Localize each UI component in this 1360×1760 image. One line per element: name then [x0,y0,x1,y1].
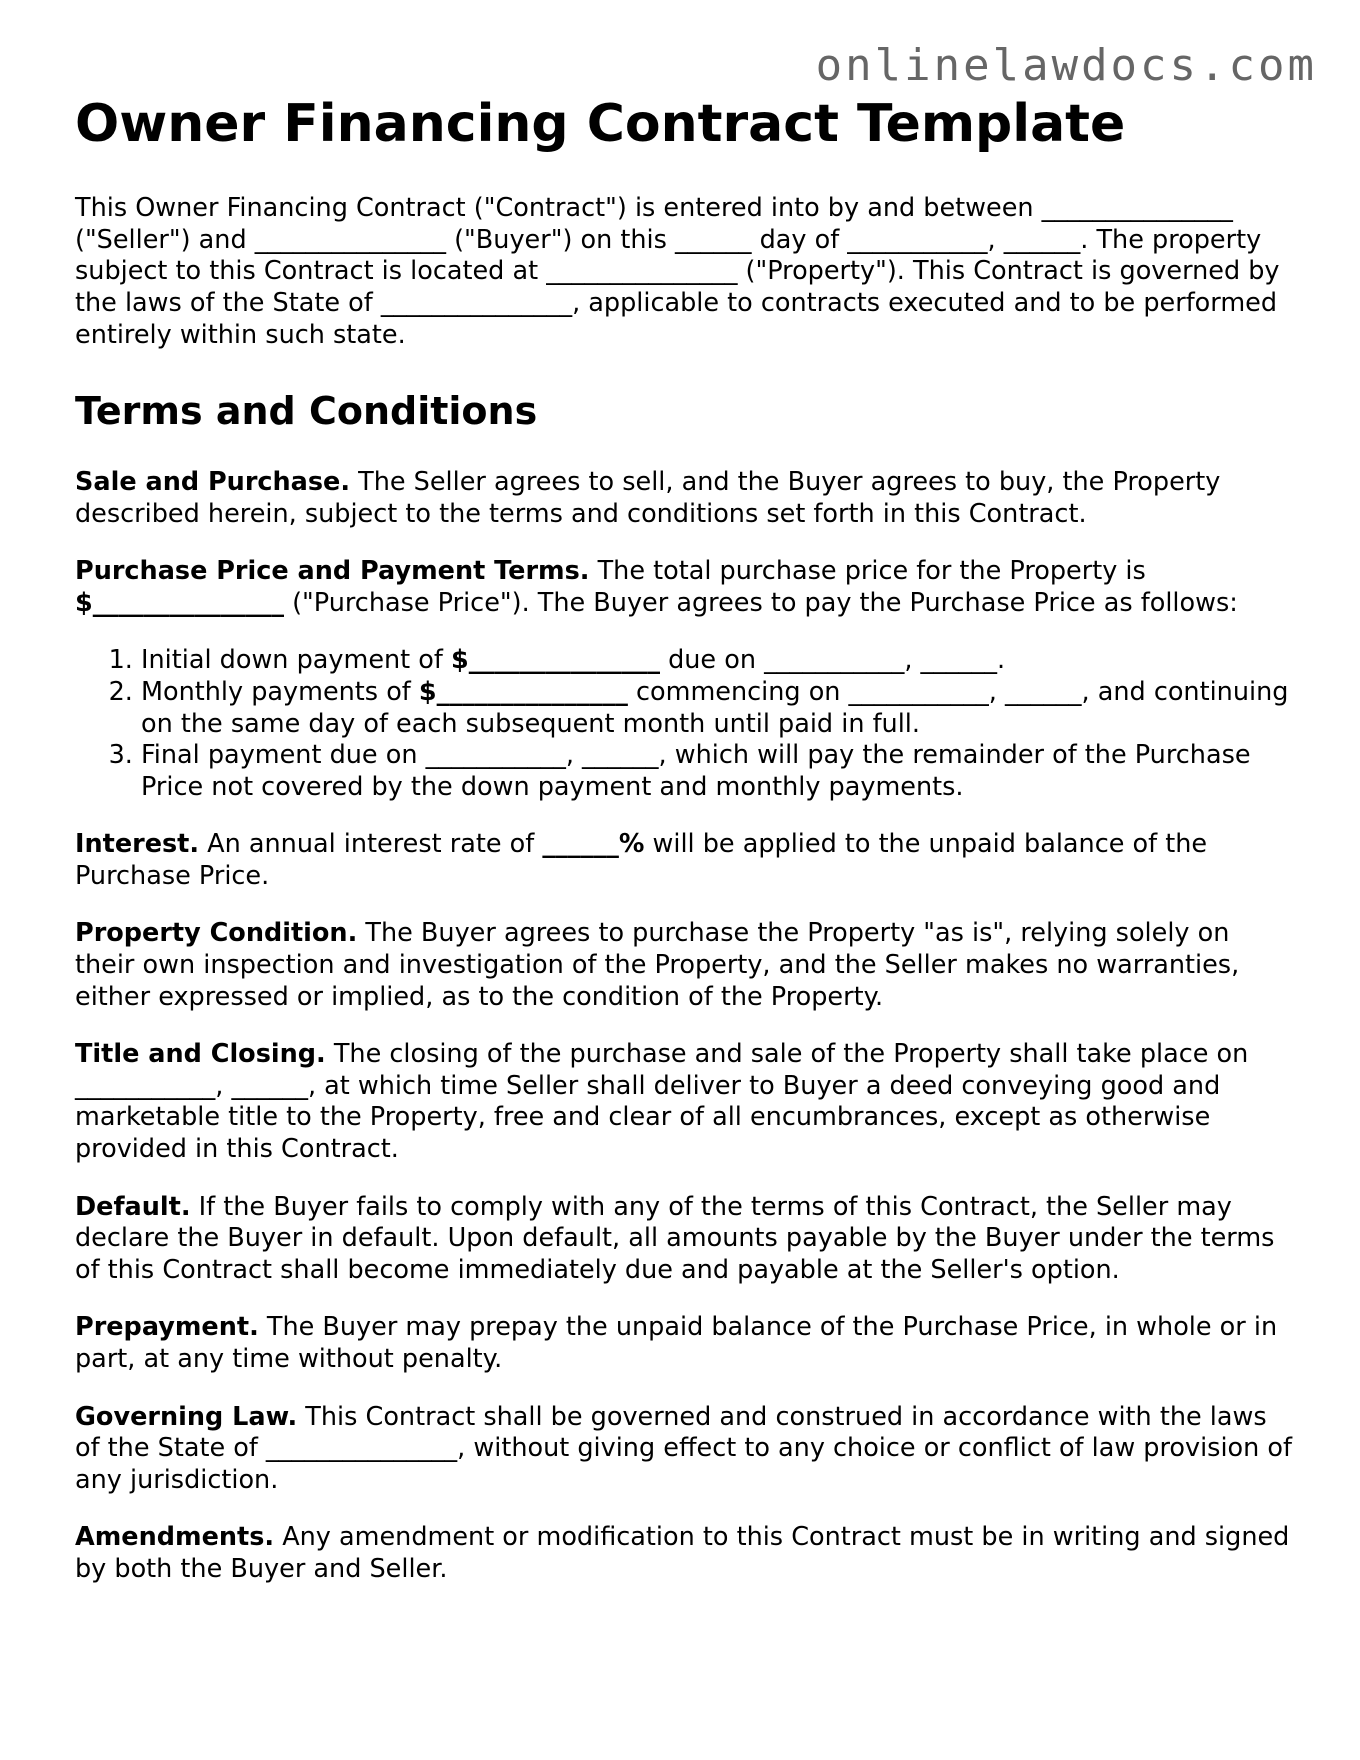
property-condition-text: The Buyer agrees to purchase the Property "as is", relying solely on their own inspection and investigation of the Property, and the Seller makes no warranties, either expressed or implied, as to the condition of the Property. [75,918,1240,1012]
property-condition-clause [75,918,1295,1013]
interest-label: Interest. [75,829,200,860]
payment-list [75,645,1295,803]
payment-1-after: due on ___________, ______. [659,645,1006,676]
purchase-price-text-after: ("Purchase Price"). The Buyer agrees to pay the Purchase Price as follows: [284,587,1238,618]
list-item [141,677,1295,740]
default-text: If the Buyer fails to comply with any of the terms of this Contract, the Seller may declare the Buyer in default. Upon default, all amounts payable by the Buyer under the terms of this Contract shall become immediately due and payable at the Seller's option. [75,1191,1275,1285]
interest-text-after: will be applied to the unpaid balance of the Purchase Price. [75,829,1208,891]
intro-paragraph: This Owner Financing Contract ("Contract") is entered into by and between _______________ ("Seller") and _______________ ("Buyer") on this ______ day of ___________, ______. The property subject to this Contract is located at _______________ ("Property"). This Contract is governed by the laws of the State of _______________, applicable to contracts executed and to be performed entirely within such state. [75,193,1280,350]
payment-1-before: Initial down payment of [141,645,451,676]
purchase-price-clause [75,556,1295,619]
title-closing-clause [75,1039,1295,1165]
terms-heading: Terms and Conditions [75,389,538,434]
amendments-label: Amendments. [75,1522,275,1553]
interest-clause [75,829,1295,892]
governing-law-label: Governing Law. [75,1401,298,1432]
purchase-price-amount: $_______________ [75,587,284,618]
payment-1-amount: $_______________ [450,645,660,676]
title-closing-label: Title and Closing. [75,1039,326,1070]
sale-clause [75,467,1295,530]
payment-2-after: commencing on ___________, ______, and continuing on the same day of each subsequent month until paid in full. [141,676,1289,739]
amendments-clause [75,1522,1295,1585]
prepayment-text: The Buyer may prepay the unpaid balance of the Purchase Price, in whole or in part, at any time without penalty. [75,1312,1278,1375]
payment-3-before: Final payment due on ___________, ______, which will pay the remainder of the Purchase Price not covered by the down payment and monthly payments. [141,740,1251,802]
watermark: onlinelawdocs.com [815,40,1317,91]
default-label: Default. [75,1191,191,1222]
payment-2-amount: $_______________ [418,676,628,707]
governing-law-text: This Contract shall be governed and construed in accordance with the laws of the State of _______________, without giving effect to any choice or conflict of law provision of any jurisdiction. [75,1401,1293,1495]
prepayment-clause [75,1312,1295,1375]
list-item [141,740,1295,803]
list-item [141,645,1295,677]
title-closing-text: The closing of the purchase and sale of the Property shall take place on ___________, ______, at which time Seller shall deliver to Buyer a deed conveying good and marketable title to the Property, free and clear of all encumbrances, except as otherwise provided in this Contract. [75,1039,1249,1165]
default-clause [75,1192,1295,1287]
amendments-text: Any amendment or modification to this Contract must be in writing and signed by both the Buyer and Seller. [75,1522,1290,1584]
payment-2-before: Monthly payments of [141,676,419,707]
document-page [75,96,1295,1612]
purchase-price-label: Purchase Price and Payment Terms. [75,556,590,587]
purchase-price-text-before: The total purchase price for the Property is [589,556,1146,587]
sale-text: The Seller agrees to sell, and the Buyer agrees to buy, the Property described herein, subject to the terms and conditions set forth in this Contract. [75,466,1221,529]
governing-law-clause [75,1402,1295,1497]
interest-rate: ______% [542,829,645,860]
property-condition-label: Property Condition. [75,918,358,949]
prepayment-label: Prepayment. [75,1312,259,1343]
page-title: Owner Financing Contract Template [75,94,1126,154]
sale-label: Sale and Purchase. [75,466,351,497]
interest-text-before: An annual interest rate of [199,829,543,860]
